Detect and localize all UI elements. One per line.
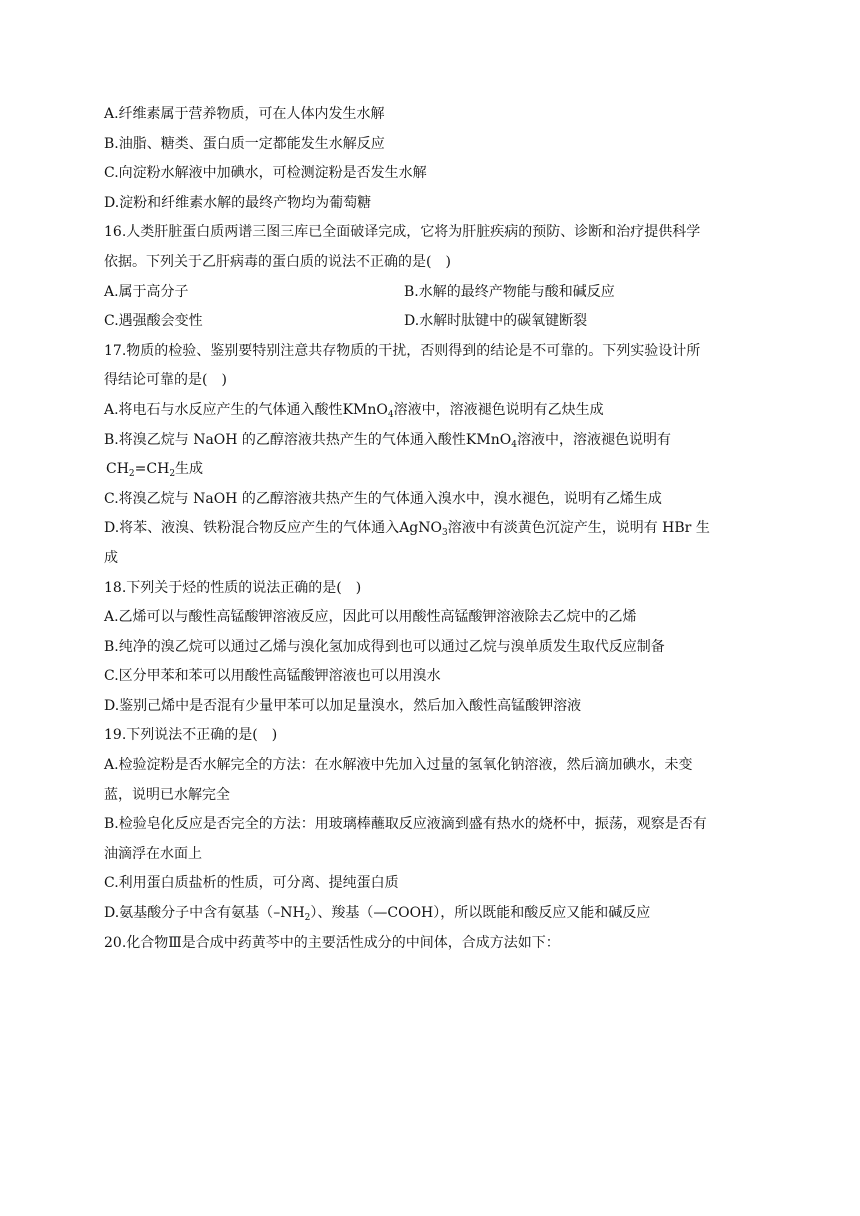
q17-option-a: A.将电石与水反应产生的气体通入酸性KMnO$_4$溶液中，溶液褪色说明有乙炔生成 <box>104 401 604 420</box>
q18-option-d: D.鉴别己烯中是否混有少量甲苯可以加足量溴水，然后加入酸性高锰酸钾溶液 <box>104 697 582 714</box>
q18-stem: 18.下列关于烃的性质的说法正确的是( ) <box>104 579 362 596</box>
q18-option-b: B.纯净的溴乙烷可以通过乙烯与溴化氢加成得到也可以通过乙烷与溴单质发生取代反应制备 <box>104 638 665 655</box>
document-page <box>104 100 764 958</box>
q20-stem: 20.化合物Ⅲ是合成中药黄芩中的主要活性成分的中间体，合成方法如下： <box>104 934 560 951</box>
q16-options-row2 <box>104 307 764 337</box>
q17-option-b: B.将溴乙烷与 NaOH 的乙醇溶液共热产生的气体通入酸性KMnO$_4$溶液中，溶液褪色说明有 <box>104 431 671 450</box>
q17-option-b-cont: $CH_2=CH_2$生成 <box>106 461 204 480</box>
q17-option-d: D.将苯、液溴、铁粉混合物反应产生的气体通入AgNO$_3$溶液中有淡黄色沉淀产生，说明有 HBr 生 <box>104 520 710 539</box>
q17-option-d-cont: 成 <box>104 549 118 566</box>
q15-option-c: C.向淀粉水解液中加碘水，可检测淀粉是否发生水解 <box>104 165 427 182</box>
q18-option-a: A.乙烯可以与酸性高锰酸钾溶液反应，因此可以用酸性高锰酸钾溶液除去乙烷中的乙烯 <box>104 609 637 626</box>
q19-option-b-line1: B.检验皂化反应是否完全的方法：用玻璃棒蘸取反应液滴到盛有热水的烧杯中，振荡，观察是否有 <box>104 816 707 833</box>
q16-option-a: A.属于高分子 <box>104 283 189 300</box>
q15-option-b: B.油脂、糖类、蛋白质一定都能发生水解反应 <box>104 135 385 152</box>
q16-option-c: C.遇强酸会变性 <box>104 313 203 330</box>
q16-option-d: D.水解时肽键中的碳氧键断裂 <box>404 313 588 330</box>
q17-stem-line2: 得结论可靠的是( ) <box>104 372 227 389</box>
formula-kmno4: KMnO <box>465 431 512 448</box>
formula-nh2: –NH <box>273 905 305 922</box>
q17-option-c: C.将溴乙烷与 NaOH 的乙醇溶液共热产生的气体通入溴水中，溴水褪色，说明有乙烯生成 <box>104 490 662 507</box>
q17-stem-line1: 17.物质的检验、鉴别要特别注意共存物质的干扰，否则得到的结论是不可靠的。下列实验设计所 <box>104 342 701 359</box>
q16-options-row1 <box>104 278 764 308</box>
q16-stem-line2: 依据。下列关于乙肝病毒的蛋白质的说法不正确的是( ) <box>104 253 451 270</box>
formula-kmno4: KMnO <box>342 401 388 418</box>
q19-option-d: D.氨基酸分子中含有氨基$(-NH_2)$、羧基（—COOH），所以既能和酸反应又能和碱反应 <box>104 905 651 924</box>
q16-option-b: B.水解的最终产物能与酸和碱反应 <box>404 283 615 300</box>
q18-option-c: C.区分甲苯和苯可以用酸性高锰酸钾溶液也可以用溴水 <box>104 668 441 685</box>
formula-agno3: AgNO <box>399 520 442 537</box>
formula-ethylene: CH <box>106 461 129 478</box>
q19-option-a-line1: A.检验淀粉是否水解完全的方法：在水解液中先加入过量的氢氧化钠溶液，然后滴加碘水，未变 <box>104 757 693 774</box>
q19-option-c: C.利用蛋白质盐析的性质，可分离、提纯蛋白质 <box>104 875 399 892</box>
q19-option-a-line2: 蓝，说明已水解完全 <box>104 786 230 803</box>
q15-option-a: A.纤维素属于营养物质，可在人体内发生水解 <box>104 106 385 122</box>
q19-stem: 19.下列说法不正确的是( ) <box>104 727 278 744</box>
q19-option-b-line2: 油滴浮在水面上 <box>104 845 202 862</box>
q15-option-d: D.淀粉和纤维素水解的最终产物均为葡萄糖 <box>104 194 372 211</box>
q16-stem-line1: 16.人类肝脏蛋白质两谱三图三库已全面破译完成，它将为肝脏疾病的预防、诊断和治疗提供科学 <box>104 224 701 241</box>
